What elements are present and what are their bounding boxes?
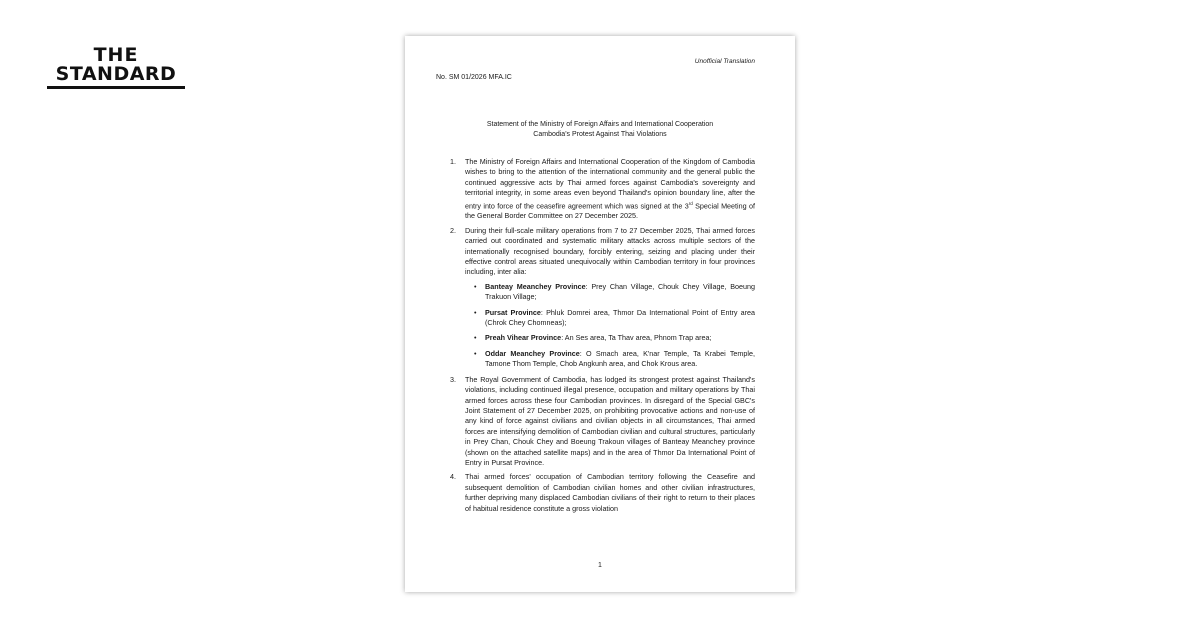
paragraph-text: Thai armed forces' occupation of Cambodian territory following the Ceasefire and subsequent demolition of Cambodian civilian homes and other civilian infrastructures, further depriving many displaced Cambodian civilians of their right to return to their places of habitual residence constitute a gross violation bbox=[465, 472, 755, 513]
paragraph-text: During their full-scale military operations from 7 to 27 December 2025, Thai armed forces carried out coordinated and systematic military attacks across multiple sectors of the internationally recognised boundary, forcibly entering, seizing and placing under their effective control areas situated unequivocally within Cambodian territory in four provinces including, inter alia: bbox=[465, 225, 755, 277]
paragraph-number: 4. bbox=[450, 472, 456, 482]
paragraph-number: 3. bbox=[450, 374, 456, 384]
province-name: Oddar Meanchey Province bbox=[485, 348, 580, 358]
logo-line-standard: STANDARD bbox=[55, 63, 177, 85]
paragraph-2 bbox=[450, 225, 755, 370]
province-list bbox=[465, 282, 755, 370]
paragraph-4 bbox=[450, 472, 755, 514]
paragraph-text: The Royal Government of Cambodia, has lodged its strongest protest against Thailand's violations, including continued illegal presence, occupation and military operations by Thai armed forces across these four Cambodian provinces. In disregard of the Special GBC's Joint Statement of 27 December 2025, on prohibiting provocative actions and non-use of any kind of force against civilians and civilian objects in all circumstances, Thai armed forces are intensifying demolition of Cambodian civilian and cultural structures, particularly in Prey Chan, Chouk Chey and Boeung Trakoun villages of Banteay Meanchey province (shown on the attached satellite maps) and in the area of Thmor Da International Point of Entry in Pursat Province. bbox=[465, 374, 755, 467]
province-areas: : Phluk Domrei area, Thmor Da International Point of Entry area (Chrok Chey Chomneas); bbox=[485, 307, 755, 328]
province-name: Pursat Province bbox=[485, 307, 541, 317]
list-item: • Oddar Meanchey Province: O Smach area, K'nar Temple, Ta Krabei Temple, Tamone Thom Temple, Chob Angkunh area, and Chok Krous area. bbox=[474, 348, 755, 369]
province-areas: : An Ses area, Ta Thav area, Phnom Trap area; bbox=[561, 333, 712, 343]
reference-number: No. SM 01/2026 MFA.IC bbox=[436, 74, 512, 81]
statement-body bbox=[450, 157, 755, 518]
page-number: 1 bbox=[598, 562, 602, 569]
title-line-1: Statement of the Ministry of Foreign Affairs and International Cooperation bbox=[486, 121, 714, 128]
logo-line-the: THE bbox=[93, 44, 139, 66]
superscript: rd bbox=[688, 200, 693, 206]
document-page bbox=[405, 36, 795, 592]
paragraph-3 bbox=[450, 374, 755, 469]
list-item: • Preah Vihear Province: An Ses area, Ta Thav area, Phnom Trap area; bbox=[474, 333, 712, 343]
logo-underline bbox=[47, 86, 185, 89]
province-name: Banteay Meanchey Province bbox=[485, 281, 586, 291]
paragraph-text: The Ministry of Foreign Affairs and International Cooperation of the Kingdom of Cambodia wishes to bring to the attention of the international community and the general public the continued aggressive acts by Thai armed forces against Cambodia's sovereignty and territorial integrity, in some areas even beyond Thailand's opinion boundary line, after the entry into force of the ceasefire agreement which was signed at the 3 bbox=[465, 157, 755, 211]
list-item: • Pursat Province: Phluk Domrei area, Thmor Da International Point of Entry area (Chrok Chey Chomneas); bbox=[474, 307, 755, 328]
province-areas: : Prey Chan Village, Chouk Chey Village, Boeung Trakuon Village; bbox=[485, 281, 755, 302]
paragraph-number: 2. bbox=[450, 225, 456, 235]
paragraph-1 bbox=[450, 157, 755, 222]
statement-title bbox=[445, 120, 755, 140]
paragraph-text-cont: Special Meeting of the General Border Committee on 27 December 2025. bbox=[465, 201, 755, 221]
paragraph-number: 1. bbox=[450, 157, 456, 166]
list-item: • Banteay Meanchey Province: Prey Chan Village, Chouk Chey Village, Boeung Trakuon Village; bbox=[474, 281, 755, 302]
the-standard-logo bbox=[47, 46, 185, 89]
province-name: Preah Vihear Province bbox=[485, 333, 562, 343]
unofficial-translation-note: Unofficial Translation bbox=[694, 58, 755, 65]
province-areas: : O Smach area, K'nar Temple, Ta Krabei Temple, Tamone Thom Temple, Chob Angkunh area, and Chok Krous area. bbox=[485, 348, 755, 369]
title-line-2: Cambodia's Protest Against Thai Violations bbox=[533, 131, 667, 138]
